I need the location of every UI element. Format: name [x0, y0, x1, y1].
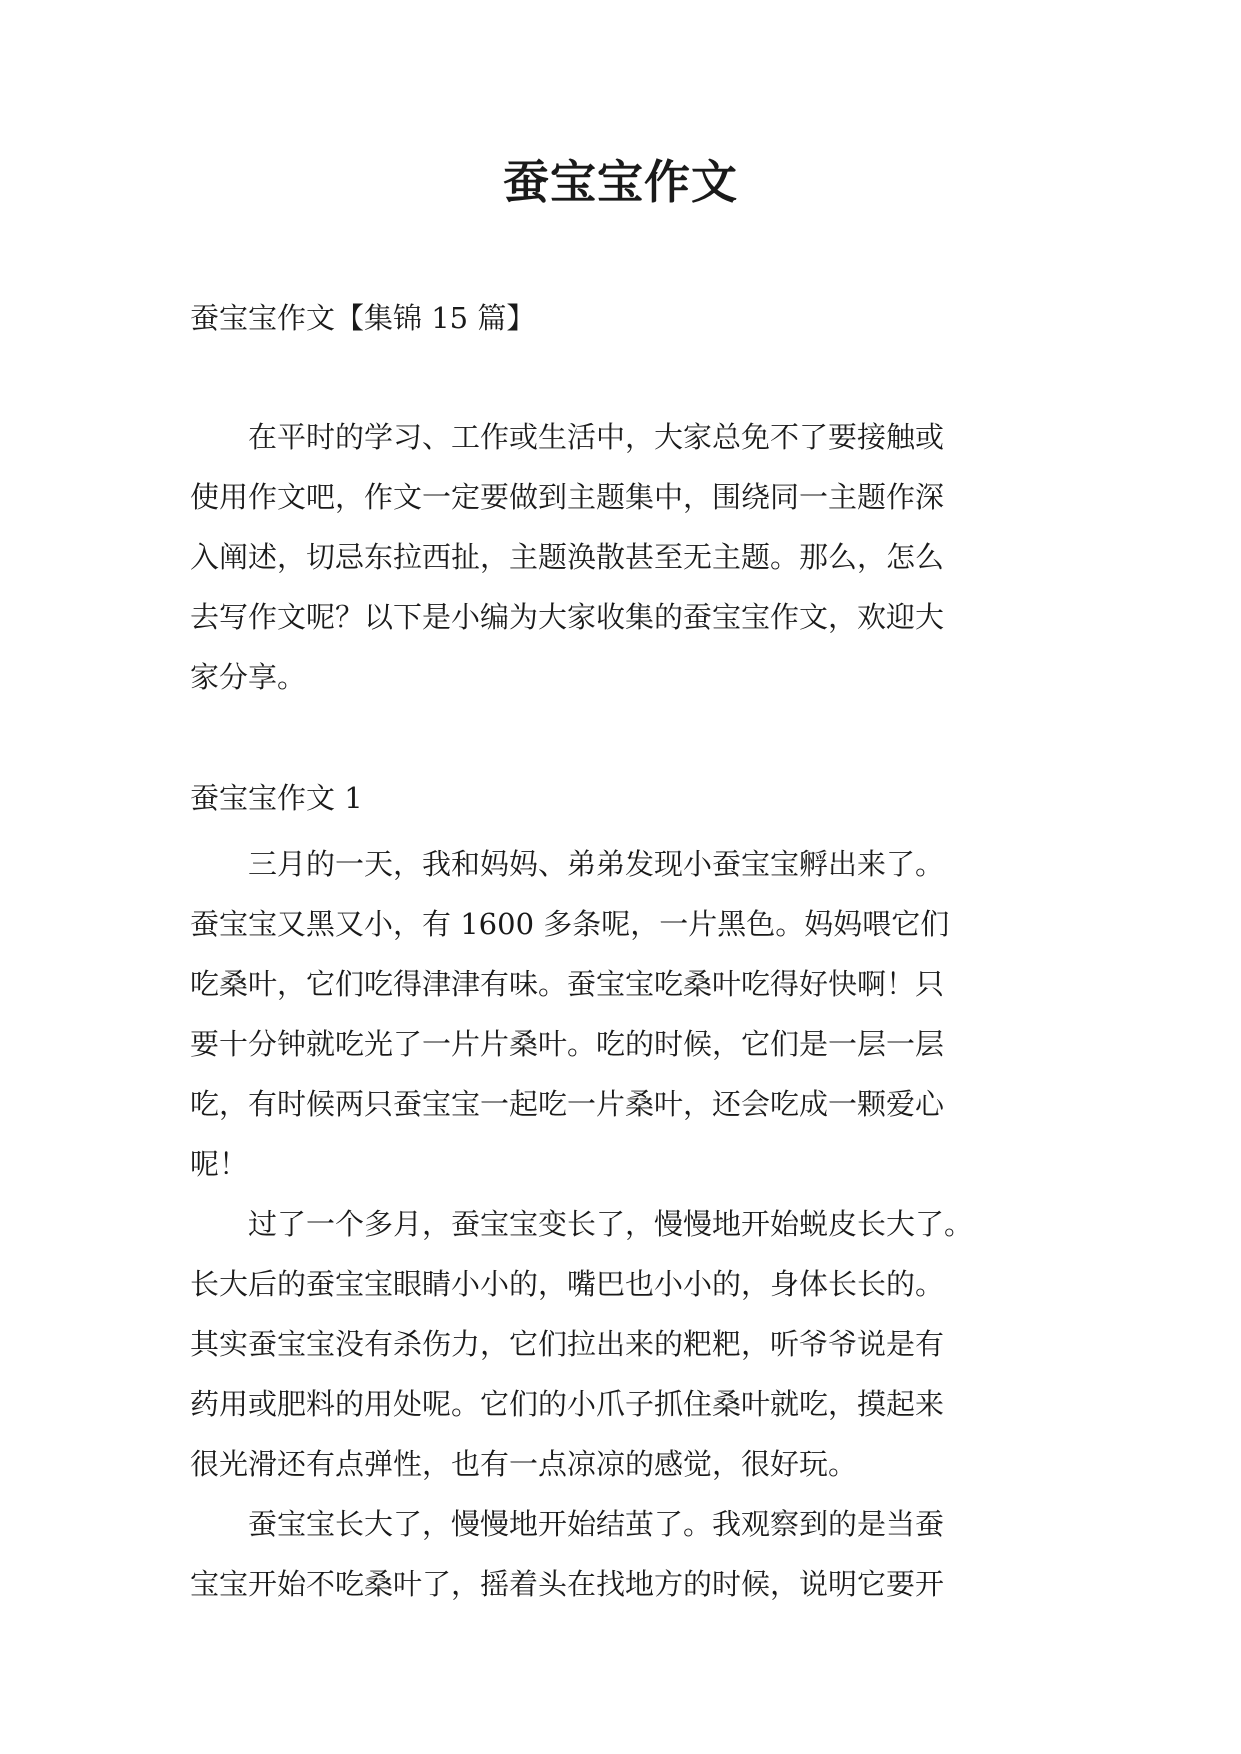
body-line: 要十分钟就吃光了一片片桑叶。吃的时候，它们是一层一层: [190, 1027, 945, 1061]
essay-section-1: [190, 774, 1050, 1614]
body-line: 吃，有时候两只蚕宝宝一起吃一片桑叶，还会吃成一颗爱心: [190, 1087, 945, 1121]
intro-line: 去写作文呢？以下是小编为大家收集的蚕宝宝作文，欢迎大: [190, 600, 945, 634]
body-line: 呢！: [190, 1147, 249, 1181]
intro-line: 使用作文吧，作文一定要做到主题集中，围绕同一主题作深: [190, 480, 945, 514]
body-line: 蚕宝宝长大了，慢慢地开始结茧了。我观察到的是当蚕: [190, 1507, 945, 1541]
body-line: 其实蚕宝宝没有杀伤力，它们拉出来的粑粑，听爷爷说是有: [190, 1327, 945, 1361]
intro-line: 入阐述，切忌东拉西扯，主题涣散甚至无主题。那么，怎么: [190, 540, 945, 574]
section-heading: 蚕宝宝作文 1: [190, 781, 363, 815]
body-line: 药用或肥料的用处呢。它们的小爪子抓住桑叶就吃，摸起来: [190, 1387, 945, 1421]
intro-line: 在平时的学习、工作或生活中，大家总免不了要接触或: [190, 420, 945, 454]
body-line: 长大后的蚕宝宝眼睛小小的，嘴巴也小小的，身体长长的。: [190, 1267, 945, 1301]
intro-line: 家分享。: [190, 660, 307, 694]
body-line: 宝宝开始不吃桑叶了，摇着头在找地方的时候，说明它要开: [190, 1567, 945, 1601]
body-line: 蚕宝宝又黑又小，有 1600 多条呢，一片黑色。妈妈喂它们: [190, 907, 950, 941]
body-line: 三月的一天，我和妈妈、弟弟发现小蚕宝宝孵出来了。: [190, 847, 945, 881]
body-line: 吃桑叶，它们吃得津津有味。蚕宝宝吃桑叶吃得好快啊！只: [190, 967, 945, 1001]
body-line: 很光滑还有点弹性，也有一点凉凉的感觉，很好玩。: [190, 1447, 858, 1481]
intro-paragraph: [190, 407, 1050, 707]
document-title: 蚕宝宝作文: [503, 155, 738, 209]
body-line: 过了一个多月，蚕宝宝变长了，慢慢地开始蜕皮长大了。: [190, 1207, 974, 1241]
document-subtitle: 蚕宝宝作文【集锦 15 篇】: [190, 301, 536, 335]
